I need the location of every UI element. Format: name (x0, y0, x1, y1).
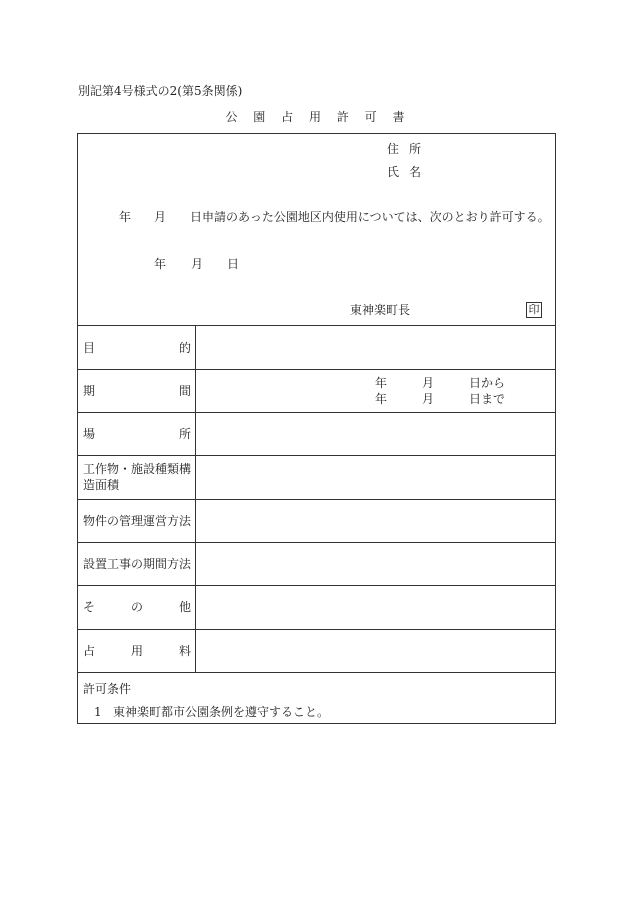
label-structure-area: 工作物・施設種類構造面積 (83, 462, 192, 492)
row-divider (78, 412, 555, 413)
date-day: 日 (227, 257, 240, 271)
label-char: 期 (83, 384, 96, 398)
row-divider (78, 325, 555, 326)
row-divider (78, 455, 555, 456)
label-char: 他 (178, 600, 191, 614)
name-label (387, 166, 421, 178)
sentence-year: 年 (119, 210, 132, 224)
label-char: 間 (178, 384, 191, 398)
sentence-month: 月 (154, 210, 167, 224)
name-label-char: 名 (408, 165, 421, 179)
condition-number: 1 (94, 705, 102, 719)
label-char: 的 (178, 341, 191, 355)
address-label (387, 143, 421, 155)
title-char: 可 (364, 110, 377, 124)
label-char: 所 (178, 427, 191, 441)
address-label-char: 所 (408, 142, 421, 156)
form-reference: 別記第4号様式の2(第5条関係) (78, 84, 243, 98)
permit-form-table (77, 133, 556, 724)
title-char: 書 (392, 110, 405, 124)
label-char: そ (83, 600, 96, 614)
period-to-month: 月 (422, 392, 435, 406)
label-char: 用 (130, 644, 143, 658)
issuer-name: 東神楽町長 (350, 303, 411, 317)
row-divider (78, 672, 555, 673)
title-char: 用 (308, 110, 321, 124)
row-divider (78, 499, 555, 500)
column-divider (195, 325, 196, 672)
label-place (83, 428, 191, 440)
label-char: 目 (83, 341, 96, 355)
name-label-char: 氏 (387, 165, 400, 179)
permit-sentence: 日申請のあった公園地区内使用については、次のとおり許可する。 (190, 210, 550, 224)
label-management-method: 物件の管理運営方法 (83, 514, 192, 528)
title-char: 公 (225, 110, 238, 124)
title-char: 許 (336, 110, 349, 124)
row-divider (78, 629, 555, 630)
row-divider (78, 542, 555, 543)
period-to-year: 年 (375, 392, 388, 406)
period-from-month: 月 (422, 376, 435, 390)
condition-text: 東神楽町都市公園条例を遵守すること。 (113, 705, 330, 719)
label-char: 場 (83, 427, 96, 441)
label-fee (83, 645, 191, 657)
label-char: 料 (178, 644, 191, 658)
label-construction-method: 設置工事の期間方法 (83, 557, 192, 571)
period-from-year: 年 (375, 376, 388, 390)
label-char: 占 (83, 644, 96, 658)
document-title (0, 111, 630, 123)
period-from-day: 日から (469, 376, 506, 390)
label-period (83, 385, 191, 397)
label-other (83, 601, 191, 613)
address-label-char: 住 (387, 142, 400, 156)
date-month: 月 (191, 257, 204, 271)
conditions-label: 許可条件 (83, 682, 132, 696)
row-divider (78, 585, 555, 586)
seal-mark: 印 (526, 302, 542, 318)
date-year: 年 (154, 257, 167, 271)
row-divider (78, 369, 555, 370)
title-char: 園 (253, 110, 266, 124)
title-char: 占 (281, 110, 294, 124)
label-char: の (130, 600, 143, 614)
period-to-day: 日まで (469, 392, 506, 406)
label-purpose (83, 342, 191, 354)
